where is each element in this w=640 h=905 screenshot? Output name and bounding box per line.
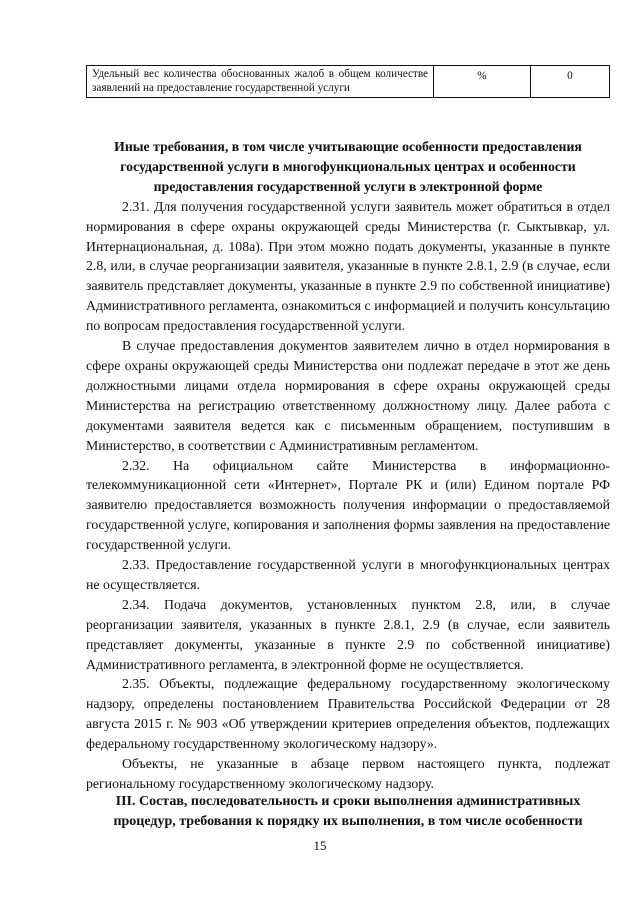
section-heading-other-requirements: Иные требования, в том числе учитывающие особенности предоставления государственной услуги в многофункциональных центрах и особенности предоставления государственной услуги в электронной форме	[114, 139, 582, 194]
indicator-table	[86, 65, 610, 98]
paragraph-2-33: 2.33. Предоставление государственной услуги в многофункциональных центрах не осуществляется.	[86, 557, 610, 592]
paragraph-2-32: 2.32. На официальном сайте Министерства в информационно-телекоммуникационной сети «Интернет», Портале РК и (или) Едином портале РФ заявителю предоставляется возможность получения информации о предоставляемой государственной услуге, копирования и заполнения формы заявления на предоставление государственной услуги.	[86, 457, 610, 553]
paragraph-2-31: 2.31. Для получения государственной услуги заявитель может обратиться в отдел нормирования в сфере охраны окружающей среды Министерства (г. Сыктывкар, ул. Интернациональная, д. 108а). При этом можно подать документы, указанные в пункте 2.8, или, в случае реорганизации заявителя, указанные в пункте 2.8.1, 2.9 (в случае, если заявитель представляет документы, указанные в пункте 2.9 по собственной инициативе) Административного регламента, ознакомиться с информацией и получить консультацию по вопросам предоставления государственной услуги.	[86, 198, 610, 334]
document-body	[86, 137, 610, 794]
page-number: 15	[313, 838, 327, 853]
paragraph-2-35: 2.35. Объекты, подлежащие федеральному государственному экологическому надзору, определены постановлением Правительства Российской Федерации от 28 августа 2015 г. № 903 «Об утверждении критериев определения объектов, подлежащих федеральному государственному экологическому надзору».	[86, 676, 610, 752]
section-heading-iii: III. Состав, последовательность и сроки выполнения административных процедур, требования к порядку их выполнения, в том числе особенности	[113, 794, 583, 829]
table-row	[87, 66, 610, 98]
indicator-unit: %	[434, 66, 531, 98]
paragraph-personal-submission: В случае предоставления документов заявителем лично в отдел нормирования в сфере охраны окружающей среды Министерства они подлежат передаче в этот же день должностными лицами отдела нормирования в сфере охраны окружающей среды Министерства на регистрацию ответственному должностному лицу. Далее работа с документами заявителя ведется как с письменным обращением, поступившим в Министерство, в соответствии с Административным регламентом.	[86, 338, 610, 453]
paragraph-regional-supervision: Объекты, не указанные в абзаце первом настоящего пункта, подлежат региональному государственному экологическому надзору.	[86, 756, 610, 791]
indicator-value: 0	[530, 66, 609, 98]
paragraph-2-34: 2.34. Подача документов, установленных пунктом 2.8, или, в случае реорганизации заявителя, указанных в пункте 2.8.1, 2.9 (в случае, если заявитель представляет документы, указанные в пункте 2.9 по собственной инициативе) Административного регламента, в электронной форме не осуществляется.	[86, 596, 610, 672]
indicator-description: Удельный вес количества обоснованных жалоб в общем количестве заявлений на предоставление государственной услуги	[87, 66, 434, 98]
